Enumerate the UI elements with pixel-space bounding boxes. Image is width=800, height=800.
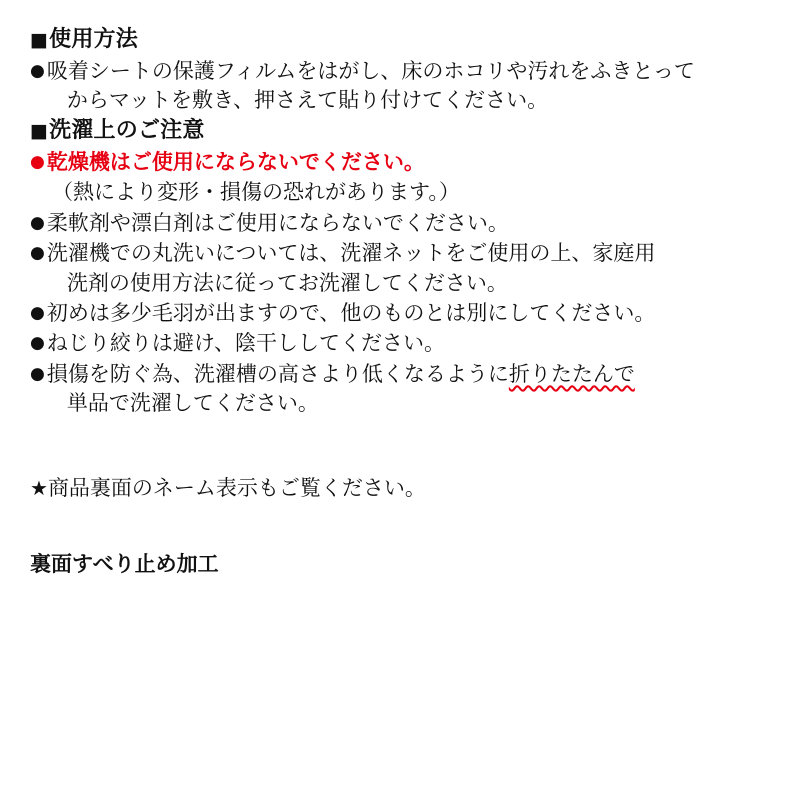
- section-heading-usage: [30, 26, 770, 55]
- list-item-paren-note: （熱により変形・損傷の恐れがあります。）: [52, 180, 460, 205]
- circle-bullet-icon: ●: [30, 333, 45, 354]
- list-item-text: ねじり絞りは避け、陰干ししてください。: [46, 331, 446, 356]
- star-icon: ★: [30, 476, 48, 501]
- list-item-text: 乾燥機はご使用にならないでください。: [46, 149, 425, 174]
- list-item-line1: 洗濯機での丸洗いについては、洗濯ネットをご使用の上、家庭用: [46, 241, 656, 266]
- section-heading-washing: [30, 117, 770, 146]
- list-item-text: 初めは多少毛羽が出ますので、他のものとは別にしてください。: [46, 300, 656, 325]
- list-item-line2: からマットを敷き、押さえて貼り付けてください。: [66, 87, 549, 112]
- square-bullet-icon: ■: [30, 120, 49, 143]
- list-item: [30, 209, 770, 238]
- list-item: [30, 299, 770, 328]
- list-item-line1: 吸着シートの保護フィルムをはがし、床のホコリや汚れをふきとって: [46, 58, 695, 83]
- circle-bullet-icon: ●: [30, 363, 45, 384]
- star-note: [30, 474, 770, 503]
- section-heading-washing-label: 洗濯上のご注意: [49, 118, 205, 144]
- list-item: [30, 360, 770, 419]
- list-item-text: 柔軟剤や漂白剤はご使用にならないでください。: [46, 210, 509, 235]
- list-item-line1-emphasis: 折りたたんで: [508, 361, 635, 386]
- list-item: [30, 239, 770, 298]
- list-item-line1-pre: 損傷を防ぐ為、洗濯槽の高さより低くなるように: [46, 361, 509, 386]
- section-heading-usage-label: 使用方法: [49, 27, 138, 52]
- section-usage: [30, 26, 770, 115]
- circle-bullet-icon: ●: [30, 60, 45, 81]
- square-bullet-icon: ■: [30, 29, 49, 51]
- section-washing-notes: [30, 117, 770, 418]
- circle-bullet-icon: ●: [30, 151, 45, 172]
- list-item: [30, 329, 770, 358]
- list-item-text: [47, 57, 770, 116]
- list-item-line2: 単品で洗濯してください。: [66, 391, 319, 416]
- list-item-line2: 洗剤の使用方法に従ってお洗濯してください。: [66, 270, 508, 295]
- circle-bullet-icon: ●: [30, 212, 45, 233]
- list-item-text: [47, 360, 770, 419]
- bottom-note: 裏面すべり止め加工: [30, 551, 219, 576]
- star-note-text: 商品裏面のネーム表示もご覧ください。: [47, 476, 426, 501]
- list-item-text: [47, 239, 770, 298]
- list-item-warning: [30, 148, 770, 177]
- circle-bullet-icon: ●: [30, 302, 45, 323]
- list-item: [30, 57, 770, 116]
- circle-bullet-icon: ●: [30, 243, 45, 264]
